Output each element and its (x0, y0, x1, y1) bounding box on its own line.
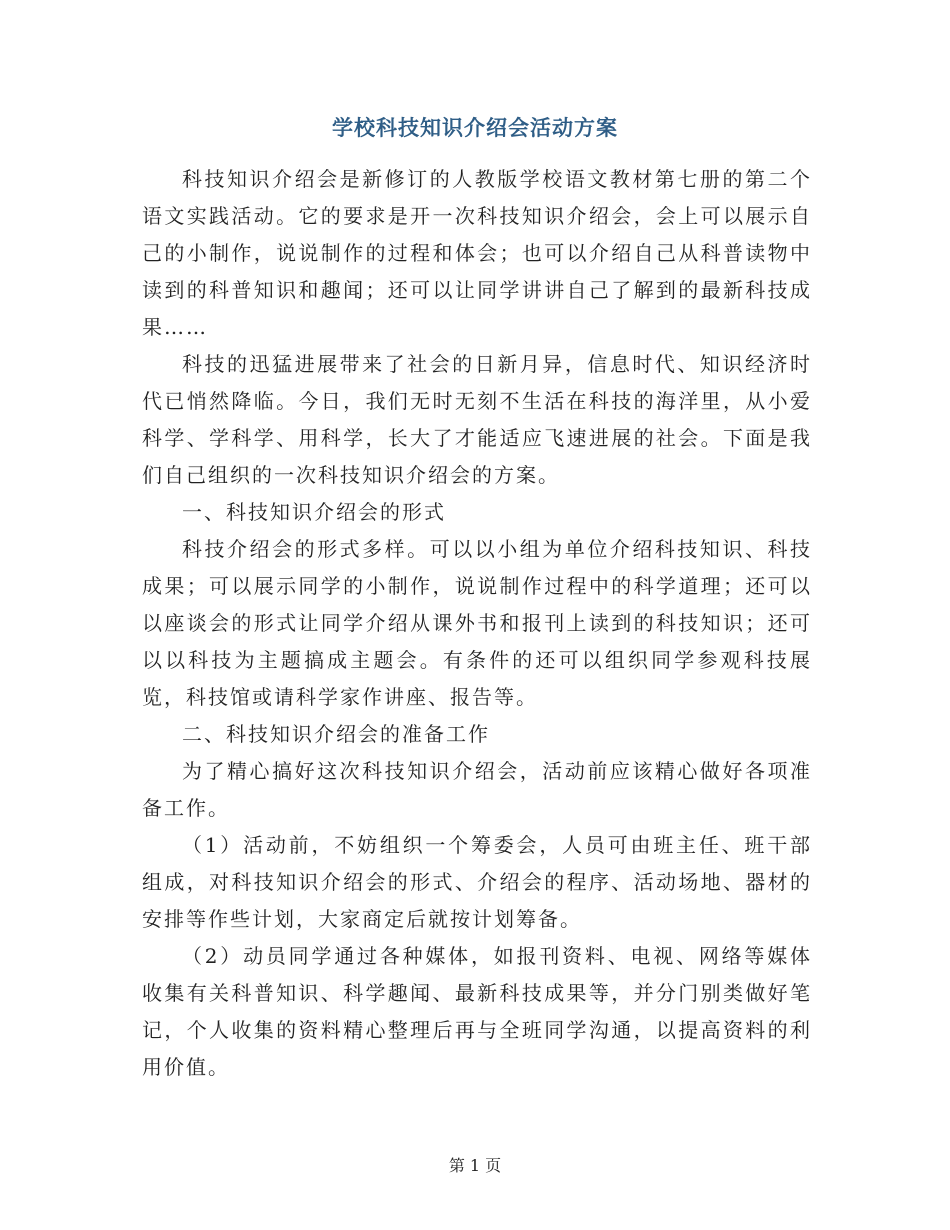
preparation-item-1: （1）活动前，不妨组织一个筹委会，人员可由班主任、班干部组成，对科技知识介绍会的形式、介绍会的程序、活动场地、器材的安排等作些计划，大家商定后就按计划筹备。 (142, 833, 812, 931)
preparation-item-2: （2）动员同学通过各种媒体，如报刊资料、电视、网络等媒体收集有关科普知识、科学趣闻、最新科技成果等，并分门别类做好笔记，个人收集的资料精心整理后再与全班同学沟通，以提高资料的利用价值。 (142, 944, 812, 1079)
background-paragraph: 科技的迅猛进展带来了社会的日新月异，信息时代、知识经济时代已悄然降临。今日，我们无时无刻不生活在科技的海洋里，从小爱科学、学科学、用科学，长大了才能适应飞速进展的社会。下面是我们自己组织的一次科技知识介绍会的方案。 (142, 352, 812, 487)
format-paragraph: 科技介绍会的形式多样。可以以小组为单位介绍科技知识、科技成果；可以展示同学的小制作，说说制作过程中的科学道理；还可以以座谈会的形式让同学介绍从课外书和报刊上读到的科技知识；还可以以科技为主题搞成主题会。有条件的还可以组织同学参观科技展览，科技馆或请科学家作讲座、报告等。 (142, 537, 812, 709)
section-heading-format: 一、科技知识介绍会的形式 (182, 500, 446, 524)
intro-paragraph: 科技知识介绍会是新修订的人教版学校语文教材第七册的第二个语文实践活动。它的要求是开一次科技知识介绍会，会上可以展示自己的小制作，说说制作的过程和体会；也可以介绍自己从科普读物中读到的科普知识和趣闻；还可以让同学讲讲自己了解到的最新科技成果…… (142, 167, 812, 339)
section-heading-preparation: 二、科技知识介绍会的准备工作 (182, 722, 490, 746)
document-title: 学校科技知识介绍会活动方案 (332, 115, 618, 140)
preparation-intro-paragraph: 为了精心搞好这次科技知识介绍会，活动前应该精心做好各项准备工作。 (142, 759, 812, 820)
document-body (142, 161, 812, 1086)
page-number: 第 1 页 (448, 1156, 502, 1175)
